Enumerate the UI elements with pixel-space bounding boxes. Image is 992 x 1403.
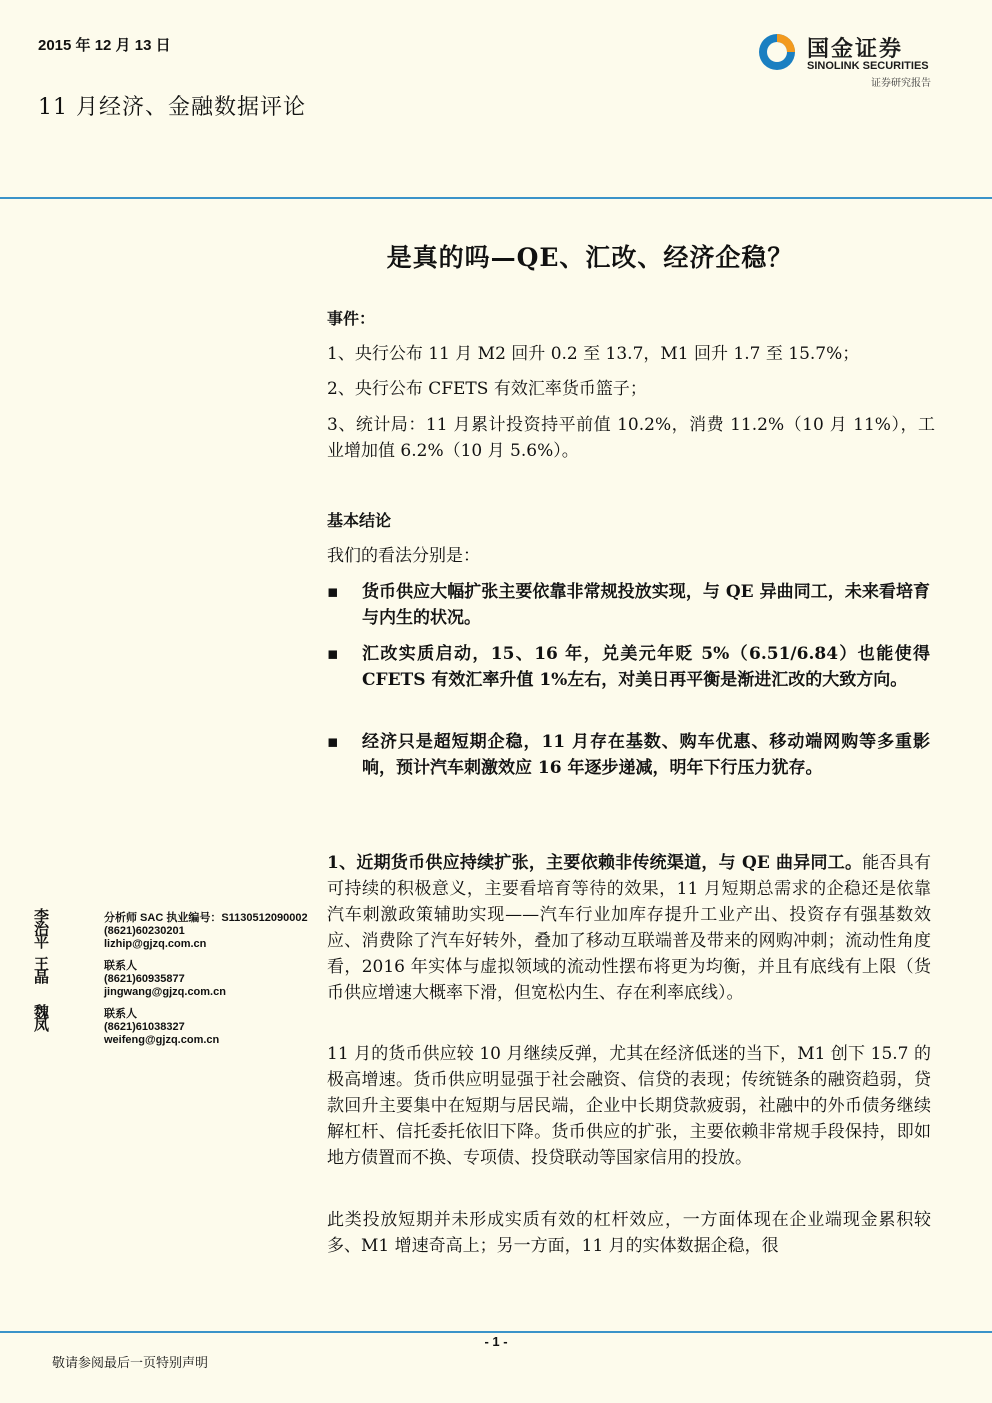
sinolink-logo (757, 30, 947, 90)
disclaimer-note: 敬请参阅最后一页特别声明 (52, 1356, 209, 1371)
conclusion-intro: 我们的看法分别是： (327, 546, 480, 566)
bullet-text: 汇改实质启动，15、16 年，兑美元年贬 5%（6.51/6.84）也能使得 CFETS 有效汇率升值 1%左右，对美日再平衡是渐进汇改的大致方向。 (362, 644, 930, 690)
paragraph-lead: 1、近期货币供应持续扩张，主要依赖非传统渠道，与 QE 曲异同工。 (327, 853, 863, 873)
body-paragraph (327, 850, 931, 1006)
analyst-phone: (8621)61038327 (104, 1021, 185, 1033)
event-item: 2、央行公布 CFETS 有效汇率货币篮子； (327, 379, 647, 399)
logo-chinese-name: 国金证券 (807, 37, 904, 62)
logo-english-name: SINOLINK SECURITIES (807, 60, 929, 72)
analyst-role: 分析师 SAC 执业编号：S1130512090002 (104, 912, 308, 924)
header-divider (0, 197, 992, 199)
bullet-icon: ▪ (327, 732, 339, 752)
analyst-role: 联系人 (104, 960, 137, 972)
page-number: - 1 - (484, 1334, 508, 1349)
conclusion-heading: 基本结论 (327, 511, 392, 530)
analyst-email[interactable]: jingwang@gjzq.com.cn (104, 986, 226, 998)
report-date: 2015 年 12 月 13 日 (38, 37, 171, 54)
bullet-text: 货币供应大幅扩张主要依靠非常规投放实现，与 QE 异曲同工，未来看培育与内生的状况。 (362, 582, 930, 628)
event-item: 3、统计局：11 月累计投资持平前值 10.2%，消费 11.2%（10 月 11%），工业增加值 6.2%（10 月 5.6%）。 (327, 415, 935, 461)
events-heading: 事件： (327, 309, 376, 328)
logo-mark-icon (757, 32, 797, 72)
bullet-icon: ▪ (327, 644, 339, 664)
logo-subtitle: 证券研究报告 (871, 78, 931, 89)
footer-divider (0, 1331, 992, 1333)
analyst-phone: (8621)60935877 (104, 973, 185, 985)
paragraph-text: 能否具有可持续的积极意义，主要看培育等待的效果，11 月短期总需求的企稳还是依靠汽车刺激政策辅助实现——汽车行业加库存提升工业产出、投资存有强基数效应、消费除了汽车好转外，叠加了移动互联端普及带来的网购冲刺；流动性角度看，2016 年实体与虚拟领域的流动性摆布将更为均衡，并且有底线有上限（货币供应增速大概率下滑，但宽松内生、存在利率底线）。 (327, 853, 932, 1003)
analyst-name: 李治平 (34, 907, 50, 951)
bullet-text: 经济只是超短期企稳，11 月存在基数、购车优惠、移动端网购等多重影响，预计汽车刺激效应 16 年逐步递减，明年下行压力犹存。 (362, 732, 930, 778)
analyst-name: 王晶 (34, 955, 50, 986)
event-item: 1、央行公布 11 月 M2 回升 0.2 至 13.7，M1 回升 1.7 至 15.7%； (327, 344, 860, 364)
body-paragraph: 11 月的货币供应较 10 月继续反弹，尤其在经济低迷的当下，M1 创下 15.7 的极高增速。货币供应明显强于社会融资、信贷的表现；传统链条的融资趋弱，贷款回升主要集中在短期与居民端，企业中长期贷款疲弱，社融中的外币债务继续解杠杆、信托委托依旧下降。货币供应的扩张，主要依赖非常规手段保持，即如地方债置而不换、专项债、投贷联动等国家信用的投放。 (327, 1044, 931, 1168)
headline: 是真的吗—QE、汇改、经济企稳？ (386, 243, 794, 272)
analyst-email[interactable]: lizhip@gjzq.com.cn (104, 938, 207, 950)
report-title: 11 月经济、金融数据评论 (38, 95, 306, 120)
bullet-icon: ▪ (327, 582, 339, 602)
analyst-phone: (8621)60230201 (104, 925, 185, 937)
analyst-name: 魏凤 (34, 1003, 50, 1034)
body-paragraph: 此类投放短期并未形成实质有效的杠杆效应，一方面体现在企业端现金累积较多、M1 增速奇高上；另一方面，11 月的实体数据企稳，很 (327, 1210, 931, 1256)
analyst-email[interactable]: weifeng@gjzq.com.cn (104, 1034, 220, 1046)
analyst-role: 联系人 (104, 1008, 137, 1020)
